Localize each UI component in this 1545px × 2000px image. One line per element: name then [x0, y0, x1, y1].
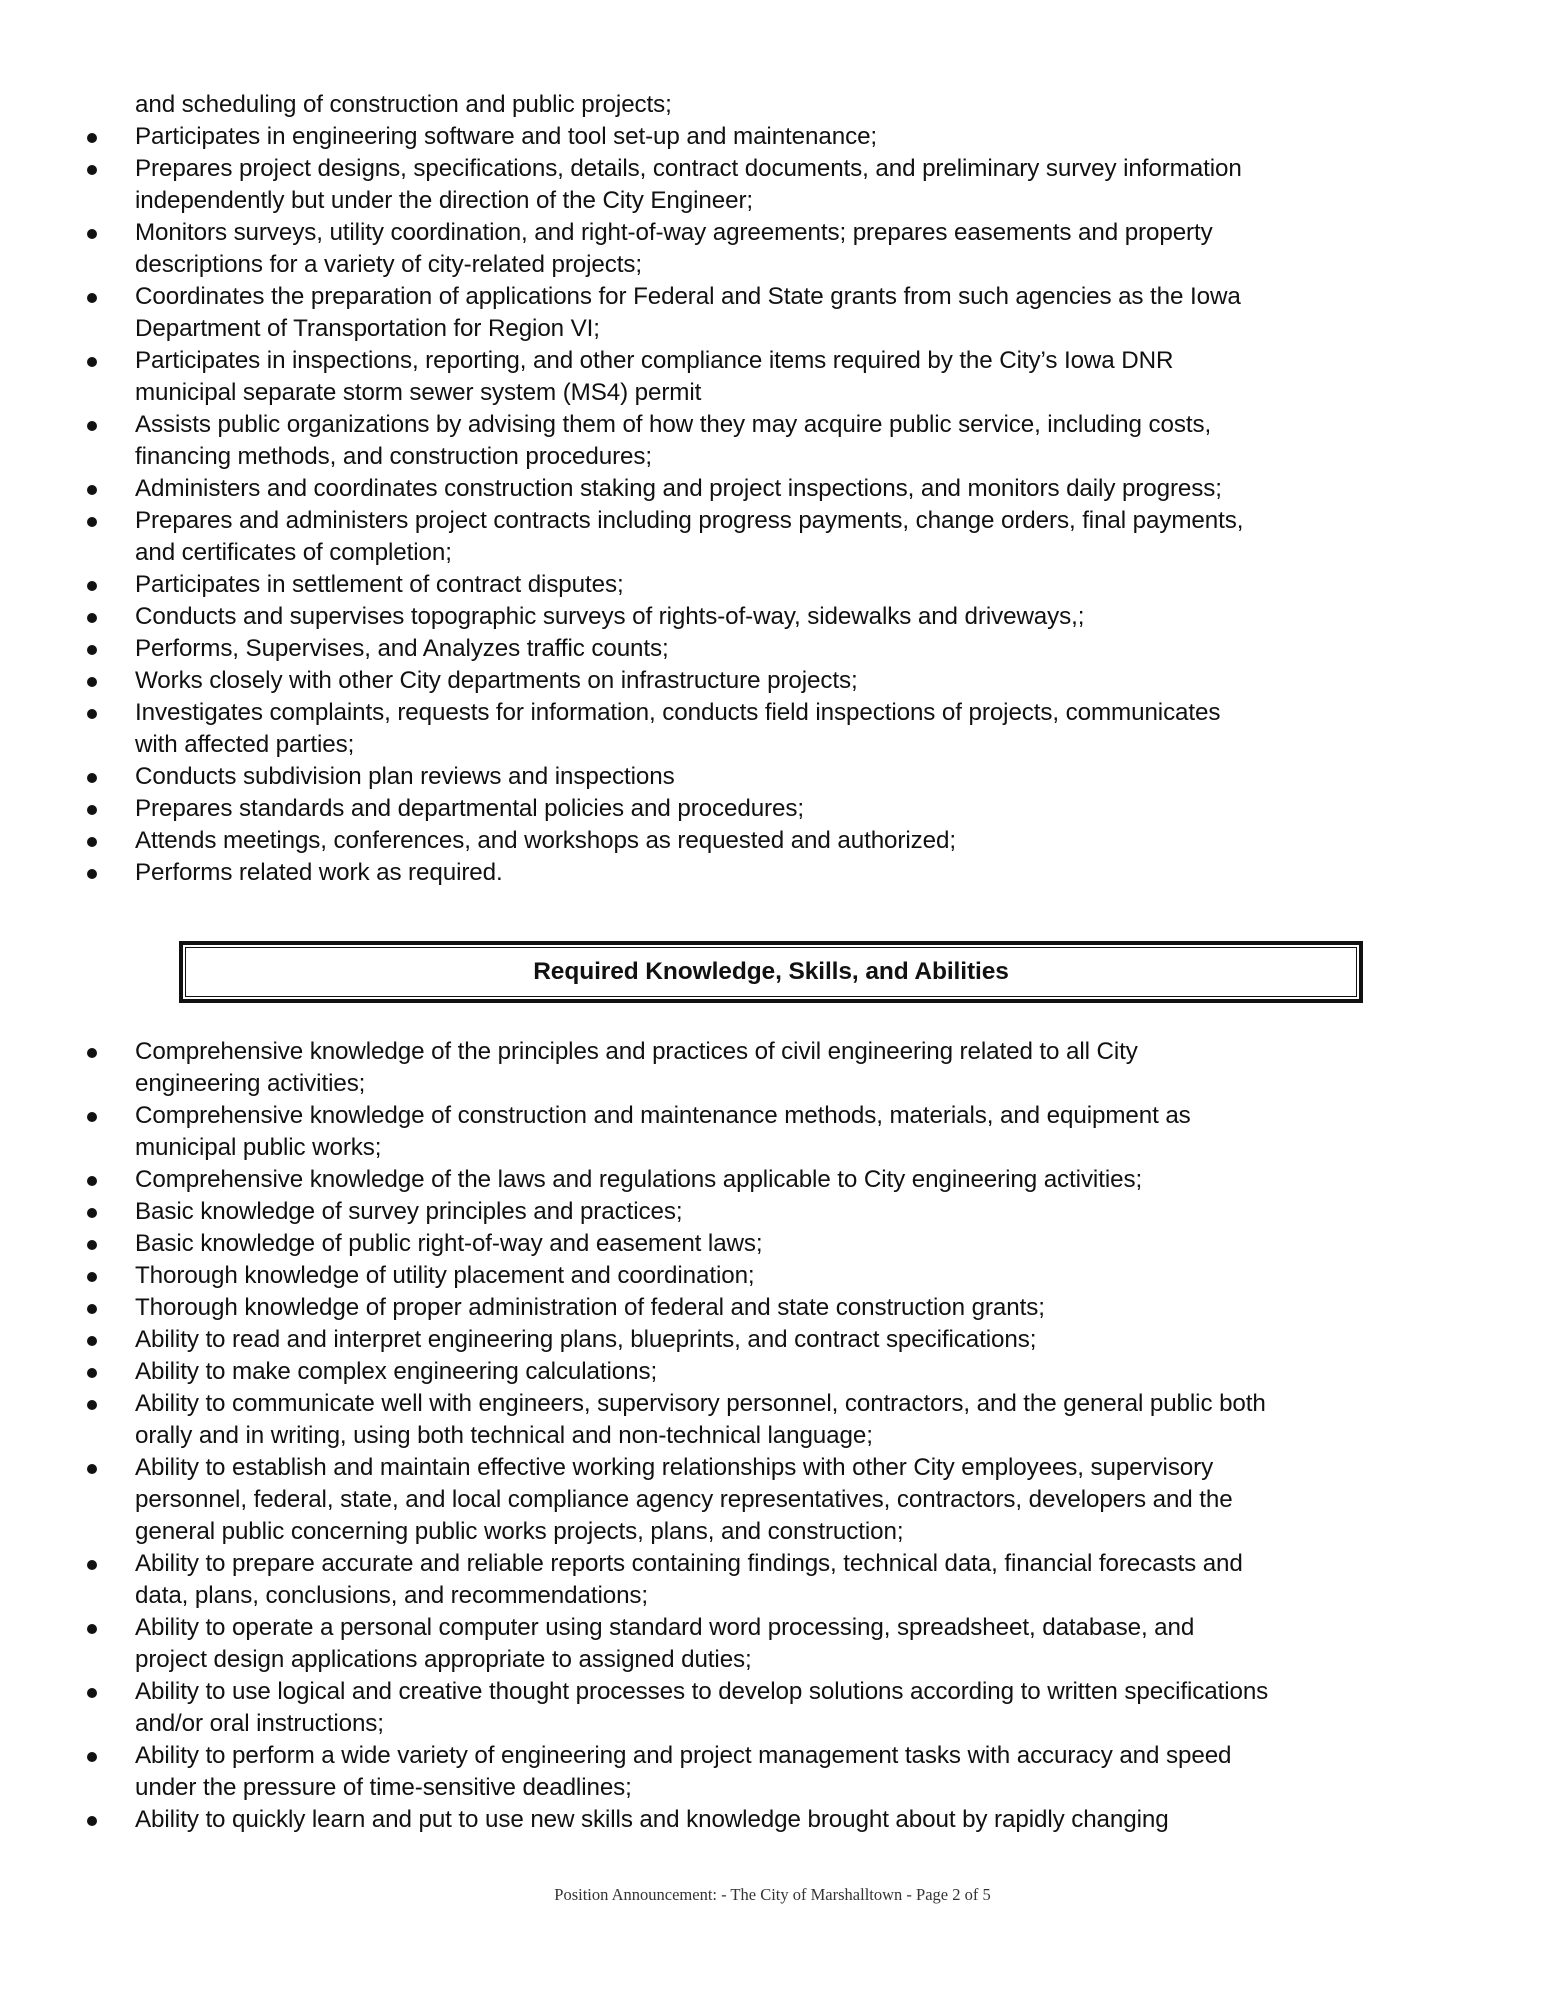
list-item [0, 1036, 1545, 1068]
list-item [0, 281, 1545, 313]
list-item-continuation [0, 441, 1545, 473]
list-item [0, 1324, 1545, 1356]
list-item [0, 1260, 1545, 1292]
list-item-continuation [0, 1644, 1545, 1676]
list-item [0, 1100, 1545, 1132]
list-item [0, 601, 1545, 633]
list-item-continuation [0, 185, 1545, 217]
list-item-text: and/or oral instructions; [135, 1710, 384, 1737]
list-item-continuation [0, 89, 1545, 121]
list-item-text: Performs, Supervises, and Analyzes traffic counts; [135, 635, 669, 662]
list-item-text: descriptions for a variety of city-related projects; [135, 251, 642, 278]
bullet-icon [87, 1816, 97, 1826]
section-heading-box [179, 941, 1363, 1003]
list-item [0, 217, 1545, 249]
bullet-icon [87, 613, 97, 623]
list-item-text: Performs related work as required. [135, 859, 503, 886]
list-item [0, 473, 1545, 505]
page-footer: Position Announcement: - The City of Marshalltown - Page 2 of 5 [554, 1885, 991, 1904]
list-item-continuation [0, 1516, 1545, 1548]
section-heading-inner-border [185, 947, 1357, 997]
list-item-text: Prepares and administers project contracts including progress payments, change orders, final payments, [135, 507, 1244, 534]
bullet-icon [87, 677, 97, 687]
list-item-text: Attends meetings, conferences, and workshops as requested and authorized; [135, 827, 956, 854]
list-item [0, 1740, 1545, 1772]
bullet-icon [87, 1272, 97, 1282]
list-item-text: Participates in settlement of contract disputes; [135, 571, 624, 598]
list-item [0, 569, 1545, 601]
duties-list [0, 89, 1545, 889]
list-item [0, 1452, 1545, 1484]
list-item-text: orally and in writing, using both technical and non-technical language; [135, 1422, 873, 1449]
list-item [0, 665, 1545, 697]
bullet-icon [87, 229, 97, 239]
list-item-continuation [0, 537, 1545, 569]
list-item-text: project design applications appropriate to assigned duties; [135, 1646, 752, 1673]
list-item-continuation [0, 1580, 1545, 1612]
list-item-text: Investigates complaints, requests for information, conducts field inspections of projects, communicates [135, 699, 1221, 726]
list-item-text: Ability to communicate well with engineers, supervisory personnel, contractors, and the general public both [135, 1390, 1266, 1417]
list-item-text: and certificates of completion; [135, 539, 452, 566]
list-item [0, 1388, 1545, 1420]
bullet-icon [87, 581, 97, 591]
list-item-text: Comprehensive knowledge of the laws and regulations applicable to City engineering activities; [135, 1166, 1143, 1193]
list-item-text: Ability to perform a wide variety of engineering and project management tasks with accuracy and speed [135, 1742, 1232, 1769]
list-item [0, 1164, 1545, 1196]
list-item [0, 409, 1545, 441]
list-item-continuation [0, 729, 1545, 761]
list-item [0, 1196, 1545, 1228]
list-item-text: Ability to use logical and creative thought processes to develop solutions according to written specifications [135, 1678, 1269, 1705]
list-item-text: Participates in inspections, reporting, and other compliance items required by the City’s Iowa DNR [135, 347, 1174, 374]
bullet-icon [87, 1464, 97, 1474]
list-item-text: Ability to establish and maintain effective working relationships with other City employees, supervisory [135, 1454, 1214, 1481]
bullet-icon [87, 773, 97, 783]
bullet-icon [87, 1048, 97, 1058]
list-item-text: Prepares standards and departmental policies and procedures; [135, 795, 804, 822]
list-item-text: Assists public organizations by advising them of how they may acquire public service, including costs, [135, 411, 1212, 438]
bullet-icon [87, 1400, 97, 1410]
list-item-continuation [0, 313, 1545, 345]
bullet-icon [87, 837, 97, 847]
list-item-text: Ability to read and interpret engineering plans, blueprints, and contract specifications; [135, 1326, 1037, 1353]
list-item-text: Ability to quickly learn and put to use new skills and knowledge brought about by rapidly changing [135, 1806, 1169, 1833]
list-item [0, 505, 1545, 537]
list-item-text: Prepares project designs, specifications, details, contract documents, and preliminary survey information [135, 155, 1242, 182]
list-item [0, 345, 1545, 377]
bullet-icon [87, 293, 97, 303]
bullet-icon [87, 869, 97, 879]
bullet-icon [87, 709, 97, 719]
list-item [0, 793, 1545, 825]
bullet-icon [87, 1176, 97, 1186]
list-item-continuation [0, 1708, 1545, 1740]
list-item-text: municipal separate storm sewer system (MS4) permit [135, 379, 702, 406]
list-item-continuation [0, 1772, 1545, 1804]
list-item-continuation [0, 1420, 1545, 1452]
bullet-icon [87, 357, 97, 367]
list-item-text: municipal public works; [135, 1134, 382, 1161]
list-item [0, 857, 1545, 889]
list-item-text: general public concerning public works projects, plans, and construction; [135, 1518, 904, 1545]
list-item [0, 761, 1545, 793]
bullet-icon [87, 1752, 97, 1762]
bullet-icon [87, 485, 97, 495]
bullet-icon [87, 517, 97, 527]
list-item-text: Comprehensive knowledge of construction and maintenance methods, materials, and equipment as [135, 1102, 1191, 1129]
list-item [0, 1356, 1545, 1388]
list-item [0, 1676, 1545, 1708]
bullet-icon [87, 1688, 97, 1698]
list-item-text: Participates in engineering software and tool set-up and maintenance; [135, 123, 878, 150]
list-item-text: independently but under the direction of the City Engineer; [135, 187, 754, 214]
list-item-text: Basic knowledge of public right-of-way and easement laws; [135, 1230, 763, 1257]
list-item [0, 1804, 1545, 1836]
list-item-text: Works closely with other City departments on infrastructure projects; [135, 667, 858, 694]
list-item-continuation [0, 1068, 1545, 1100]
bullet-icon [87, 1336, 97, 1346]
list-item-text: Thorough knowledge of proper administration of federal and state construction grants; [135, 1294, 1045, 1321]
list-item-continuation [0, 1484, 1545, 1516]
list-item [0, 121, 1545, 153]
list-item-text: Basic knowledge of survey principles and practices; [135, 1198, 683, 1225]
bullet-icon [87, 1112, 97, 1122]
list-item [0, 697, 1545, 729]
list-item-text: Coordinates the preparation of applications for Federal and State grants from such agencies as the Iowa [135, 283, 1241, 310]
list-item-text: with affected parties; [135, 731, 355, 758]
ksa-list [0, 1036, 1545, 1836]
bullet-icon [87, 1624, 97, 1634]
list-item-text: Ability to operate a personal computer using standard word processing, spreadsheet, database, and [135, 1614, 1195, 1641]
list-item-text: Comprehensive knowledge of the principles and practices of civil engineering related to all City [135, 1038, 1138, 1065]
section-heading: Required Knowledge, Skills, and Abilities [533, 958, 1009, 985]
bullet-icon [87, 1560, 97, 1570]
list-item-text: Thorough knowledge of utility placement and coordination; [135, 1262, 755, 1289]
list-item [0, 1548, 1545, 1580]
bullet-icon [87, 1368, 97, 1378]
list-item-text: Department of Transportation for Region VI; [135, 315, 600, 342]
list-item-text: Ability to prepare accurate and reliable reports containing findings, technical data, financial forecasts and [135, 1550, 1243, 1577]
list-item [0, 825, 1545, 857]
list-item-continuation [0, 377, 1545, 409]
list-item-text: Ability to make complex engineering calculations; [135, 1358, 658, 1385]
bullet-icon [87, 421, 97, 431]
list-item-text: Conducts and supervises topographic surveys of rights-of-way, sidewalks and driveways,; [135, 603, 1085, 630]
bullet-icon [87, 645, 97, 655]
list-item-continuation [0, 249, 1545, 281]
list-item-text: and scheduling of construction and public projects; [135, 91, 672, 118]
list-item-text: Monitors surveys, utility coordination, and right-of-way agreements; prepares easements and property [135, 219, 1213, 246]
list-item-text: financing methods, and construction procedures; [135, 443, 652, 470]
list-item [0, 633, 1545, 665]
list-item-text: engineering activities; [135, 1070, 366, 1097]
list-item-text: data, plans, conclusions, and recommendations; [135, 1582, 649, 1609]
bullet-icon [87, 133, 97, 143]
bullet-icon [87, 165, 97, 175]
list-item [0, 1612, 1545, 1644]
bullet-icon [87, 1240, 97, 1250]
bullet-icon [87, 1304, 97, 1314]
list-item [0, 153, 1545, 185]
list-item-text: under the pressure of time-sensitive deadlines; [135, 1774, 632, 1801]
bullet-icon [87, 1208, 97, 1218]
list-item-continuation [0, 1132, 1545, 1164]
list-item-text: Administers and coordinates construction staking and project inspections, and monitors daily progress; [135, 475, 1222, 502]
bullet-icon [87, 805, 97, 815]
list-item [0, 1292, 1545, 1324]
list-item-text: Conducts subdivision plan reviews and inspections [135, 763, 675, 790]
list-item-text: personnel, federal, state, and local compliance agency representatives, contractors, developers and the [135, 1486, 1233, 1513]
list-item [0, 1228, 1545, 1260]
